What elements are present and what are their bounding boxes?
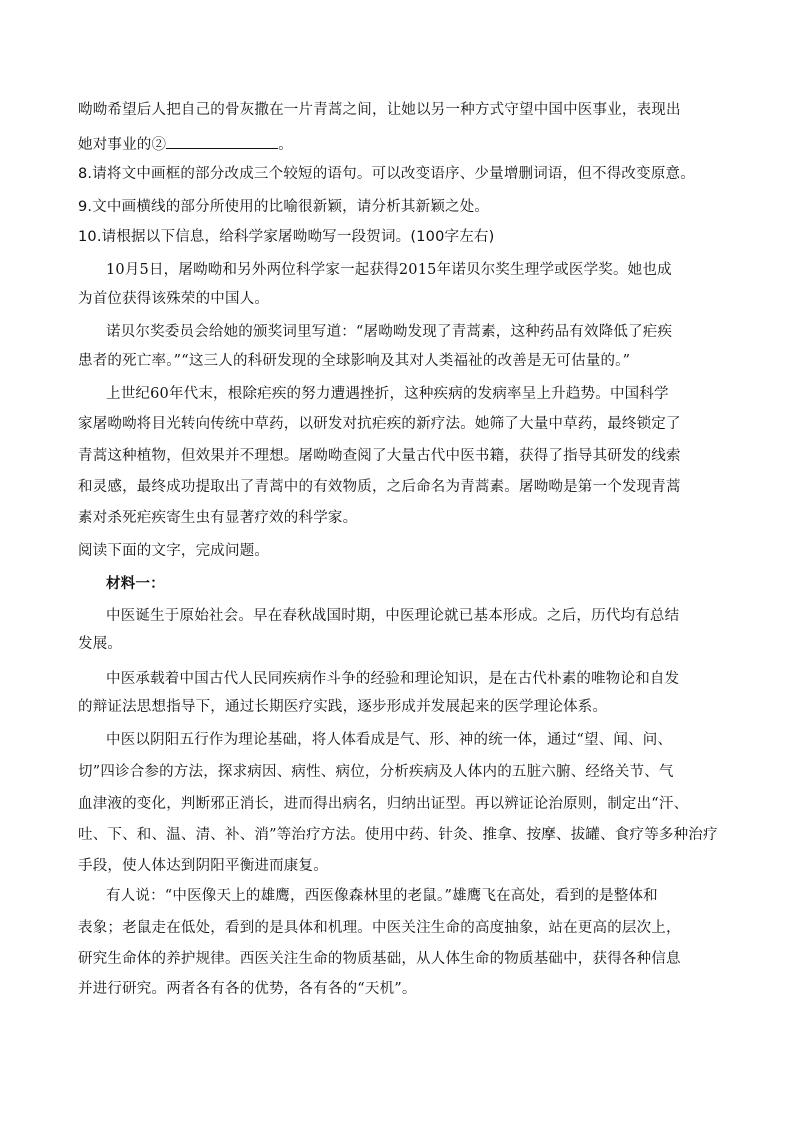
paragraph-line: 吐、下、和、温、清、补、消”等治疗方法。使用中药、针灸、推拿、按摩、拔罐、食疗等多种治疗 <box>78 827 718 843</box>
paragraph-line: 研究生命体的养护规律。西医关注生命的物质基础，从人体生命的物质基础中，获得各种信息 <box>78 951 681 967</box>
paragraph-line: 10月5日，屠呦呦和另外两位科学家一起获得2015年诺贝尔奖生理学或医学奖。她也成 <box>106 262 672 278</box>
paragraph-line: 中医诞生于原始社会。早在春秋战国时期，中医理论就已基本形成。之后，历代均有总结 <box>106 608 680 624</box>
question-9: 9.文中画横线的部分所使用的比喻很新颖，请分析其新颖之处。 <box>78 199 490 215</box>
paragraph-line: 表象；老鼠走在低处，看到的是具体和机理。中医关注生命的高度抽象，站在更高的层次上， <box>78 920 681 936</box>
paragraph-line: 和灵感，最终成功提取出了青蒿中的有效物质，之后命名为青蒿素。屠呦呦是第一个发现青蒿 <box>78 479 681 495</box>
paragraph-line: 呦呦希望后人把自己的骨灰撒在一片青蒿之间，让她以另一种方式守望中国中医事业，表现出 <box>78 102 681 118</box>
paragraph-line: 上世纪60年代末，根除疟疾的努力遭遇挫折，这种疾病的发病率呈上升趋势。中国科学 <box>106 386 669 402</box>
paragraph-line: 有人说：“中医像天上的雄鹰，西医像森林里的老鼠。”雄鹰飞在高处，看到的是整体和 <box>106 888 658 904</box>
paragraph-line: 的辩证法思想指导下，通过长期医疗实践，逐步形成并发展起来的医学理论体系。 <box>78 699 608 715</box>
question-8: 8.请将文中画框的部分改成三个较短的语句。可以改变语序、少量增删词语，但不得改变原意。 <box>78 166 695 182</box>
paragraph-line: 中医承载着中国古代人民同疾病作斗争的经验和理论知识，是在古代朴素的唯物论和自发 <box>106 671 680 687</box>
question-10: 10.请根据以下信息，给科学家屠呦呦写一段贺词。(100字左右) <box>78 229 495 245</box>
paragraph-line: 诺贝尔奖委员会给她的颁奖词里写道：“屠呦呦发现了青蒿素，这种药品有效降低了疟疾 <box>106 324 673 340</box>
paragraph-line: 为首位获得该殊荣的中国人。 <box>78 291 270 307</box>
paragraph-line: 手段，使人体达到阴阳平衡进而康复。 <box>78 858 328 874</box>
paragraph-line: 并进行研究。两者各有各的优势，各有各的“天机”。 <box>78 981 417 997</box>
paragraph-line: 家屠呦呦将目光转向传统中草药，以研发对抗疟疾的新疗法。她筛了大量中草药，最终锁定了 <box>78 416 681 432</box>
paragraph-line: 素对杀死疟疾寄生虫有显著疗效的科学家。 <box>78 510 358 526</box>
text-fragment: 她对事业的② <box>78 137 167 153</box>
text-fragment: 。 <box>278 137 293 153</box>
paragraph-line-with-blank <box>78 134 728 155</box>
answer-blank[interactable] <box>166 134 278 149</box>
paragraph-line: 发展。 <box>78 636 123 652</box>
paragraph-line: 血津液的变化，判断邪正消长，进而得出病名，归纳出证型。再以辨证论治原则，制定出“汗、 <box>78 796 689 812</box>
paragraph-line: 青蒿这种植物，但效果并不理想。屠呦呦查阅了大量古代中医书籍，获得了指导其研发的线索 <box>78 448 681 464</box>
paragraph-line: 患者的死亡率。”“这三人的科研发现的全球影响及其对人类福祉的改善是无可估量的。” <box>78 353 631 369</box>
paragraph-line: 切”四诊合参的方法，探求病因、病性、病位，分析疾病及人体内的五脏六腑、经络关节、气 <box>78 764 674 780</box>
material-title: 材料一： <box>106 575 165 592</box>
reading-prompt: 阅读下面的文字，完成问题。 <box>78 543 270 559</box>
paragraph-line: 中医以阴阳五行作为理论基础，将人体看成是气、形、神的统一体，通过“望、闻、问、 <box>106 732 673 748</box>
